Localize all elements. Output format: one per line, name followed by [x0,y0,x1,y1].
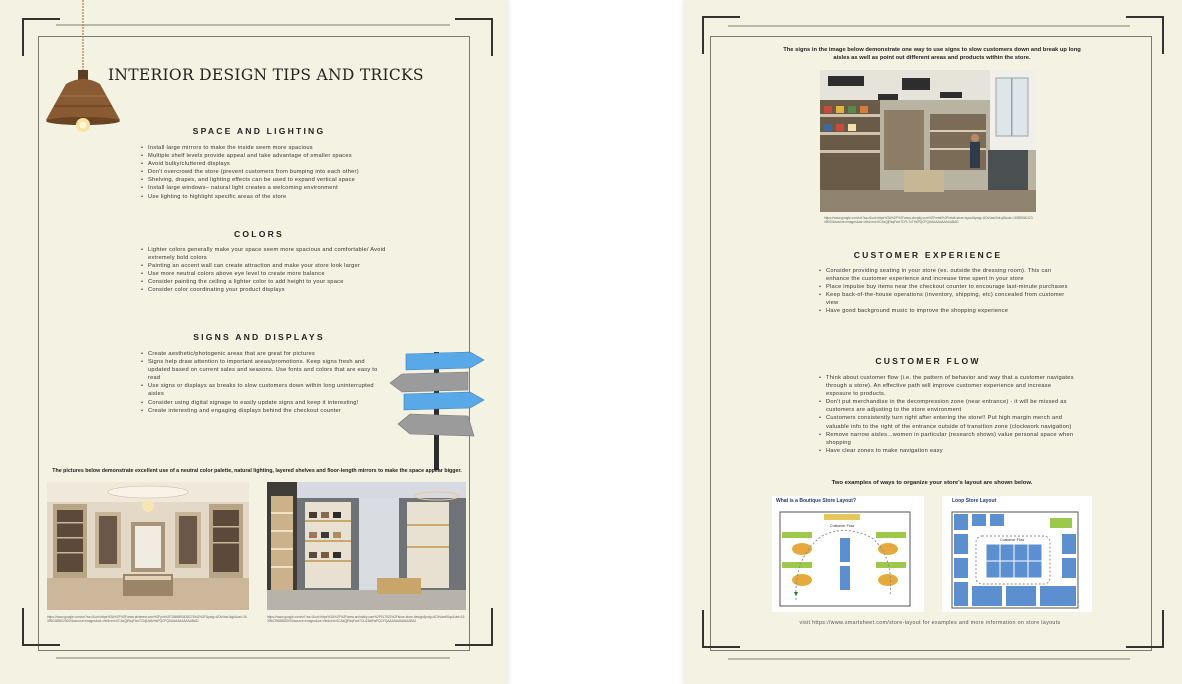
boutique-layout-diagram [772,496,924,612]
grocery-store-photo [820,70,1036,212]
page-one [0,0,508,684]
list-item: • Create aesthetic/photogenic areas that are great for pictures [148,350,380,358]
layouts-caption: Two examples of ways to organize your store's layout are shown below. [831,480,1033,486]
corner-ornament [455,18,493,56]
list-item: • Think about customer flow (i.e. the pattern of behavior and way that a customer navigates through a store). An effective path will improve customer experience and increase exposure to products. [826,374,1076,398]
list-item: • Consider using digital signage to easily update signs and keep it interesting! [148,399,380,407]
list-item: • Consider providing seating in your store (ex. outside the dressing room). This can enhance the customer experience and increase time spent in your store [826,267,1072,283]
loop-flow-label: Customer Flow [1000,538,1025,542]
list-item: • Create interesting and engaging displays behind the checkout counter [148,407,380,415]
list-item: • Signs help draw attention to important areas/promotions. Keep signs fresh and updated based on current sales and seasons. Use fonts and colors that are easy to read [148,358,380,382]
loop-layout-diagram [942,496,1092,612]
signpost-illustration [386,348,488,470]
section-heading-space-lighting: SPACE AND LIGHTING [192,126,326,136]
top-rule [728,25,1130,27]
list-item: • Consider color coordinating your product displays [148,286,388,294]
space-lighting-list [139,144,408,201]
boutique-layout-title: What is a Boutique Store Layout? [776,498,857,504]
corner-ornament [702,610,740,648]
list-item: • Use lighting to highlight specific areas of the store [148,193,408,201]
list-item: • Place impulse buy items near the checkout counter to encourage last-minute purchases [826,283,1072,291]
boutique-interior-photo [47,482,249,610]
boutique-flow-label: Customer Flow [830,524,855,528]
list-item: • Multiple shelf levels provide appeal and take advantage of smaller spaces [148,152,408,160]
photos-caption: The pictures below demonstrate excellent use of a neutral color palette, natural lighting, layered shelves and floor-length mirrors to make the space appear bigger. [52,468,462,474]
page-two [684,0,1182,684]
shoe-store-photo [267,482,466,610]
customer-flow-list [817,374,1076,455]
list-item: • Remove narrow aisles...women in particular (research shows) value personal space when shopping [826,431,1076,447]
list-item: • Don't overcrowd the store (prevent customers from bumping into each other) [148,168,408,176]
photo-two-source-url: https://www.google.com/url?sa=i&url=https%3A%2F%2Fwww.archdaily.com%2F917522%2Fshoe-store-design&psig=AOvVaw0Kqz&ust=1639503965882000&source=images&cd=vfe&ved=0CAsQjRxqFwoTCLiZ5dfHsPQCFQAAAAAdAAAAABAJ [267,615,465,623]
corner-ornament [702,16,740,54]
corner-ornament [455,608,493,646]
section-heading-colors: COLORS [234,229,284,239]
list-item: • Customers consistently turn right after entering the store!! Put high margin merch and valuable info to the right of the entrance outside of transition zone (clockwork navigation) [826,414,1076,430]
store-photo-source-url: https://www.google.com/url?sa=i&url=https%3A%2F%2Fwww.shopify.com%2Fretail%2Fretail-store-layout&psig=AOvVaw3mLq8&ust=1639504012345000&source=images&cd=vfe&ved=0CAsQjRxqFwoTCPi-7uTHsPQCFQAAAAAdAAAAABAD [824,216,1033,224]
footer-link-text: visit https://www.smartsheet.com/store-layout for examples and more information on store layouts [799,620,1061,626]
signs-intro-text: The signs in the image below demonstrate one way to use signs to slow customers down and break up long aisles as well as point out different areas and products within the store. [783,47,1081,61]
corner-ornament [22,608,60,646]
list-item: • Install large windows– natural light creates a welcoming environment [148,184,408,192]
photo-one-source-url: https://www.google.com/url?sa=i&url=https%3A%2F%2Fwww.pinterest.com%2Fpin%2F2869893438374542%2F&psig=AOvVaw1kgk&ust=1639503896023000&source=images&cd=vfe&ved=0CAsQjRxqFwoTCNjUs8vHsPQCFQAAAAAdAAAAABAD [47,615,247,623]
list-item: • Avoid bulky/cluttered displays [148,160,408,168]
list-item: • Have good background music to improve the shopping experience [826,307,1072,315]
page-title: INTERIOR DESIGN TIPS AND TRICKS [108,66,424,84]
list-item: • Painting an accent wall can create attraction and make your store look larger [148,262,388,270]
list-item: • Shelving, drapes, and lighting effects can be used to expand vertical space [148,176,408,184]
list-item: • Consider painting the ceiling a lighter color to add height to your space [148,278,388,286]
section-heading-signs-displays: SIGNS AND DISPLAYS [193,332,325,342]
list-item: • Don't put merchandise in the decompression zone (near entrance) - it will be missed as customers are adjusting to the store environment [826,398,1076,414]
list-item: • Have clear zones to make navigation easy [826,447,1076,455]
list-item: • Lighter colors generally make your space seem more spacious and comfortable/ Avoid extremely bold colors [148,246,388,262]
section-heading-customer-experience: CUSTOMER EXPERIENCE [853,250,1003,260]
bottom-rule [56,657,450,659]
list-item: • Use more neutral colors above eye level to create more balance [148,270,388,278]
list-item: • Keep back-of-the-house operations (inventory, shipping, etc) concealed from customer view [826,291,1072,307]
bottom-rule [728,658,1130,660]
loop-layout-title: Loop Store Layout [952,498,997,504]
section-heading-customer-flow: CUSTOMER FLOW [875,356,981,366]
list-item: • Install large mirrors to make the inside seem more spacious [148,144,408,152]
corner-ornament [1126,16,1164,54]
list-item: • Use signs or displays as breaks to slow customers down within long uninterrupted aisles [148,382,380,398]
corner-ornament [1126,610,1164,648]
customer-experience-list [817,267,1072,316]
colors-list [139,246,388,295]
signs-displays-list [139,350,380,415]
